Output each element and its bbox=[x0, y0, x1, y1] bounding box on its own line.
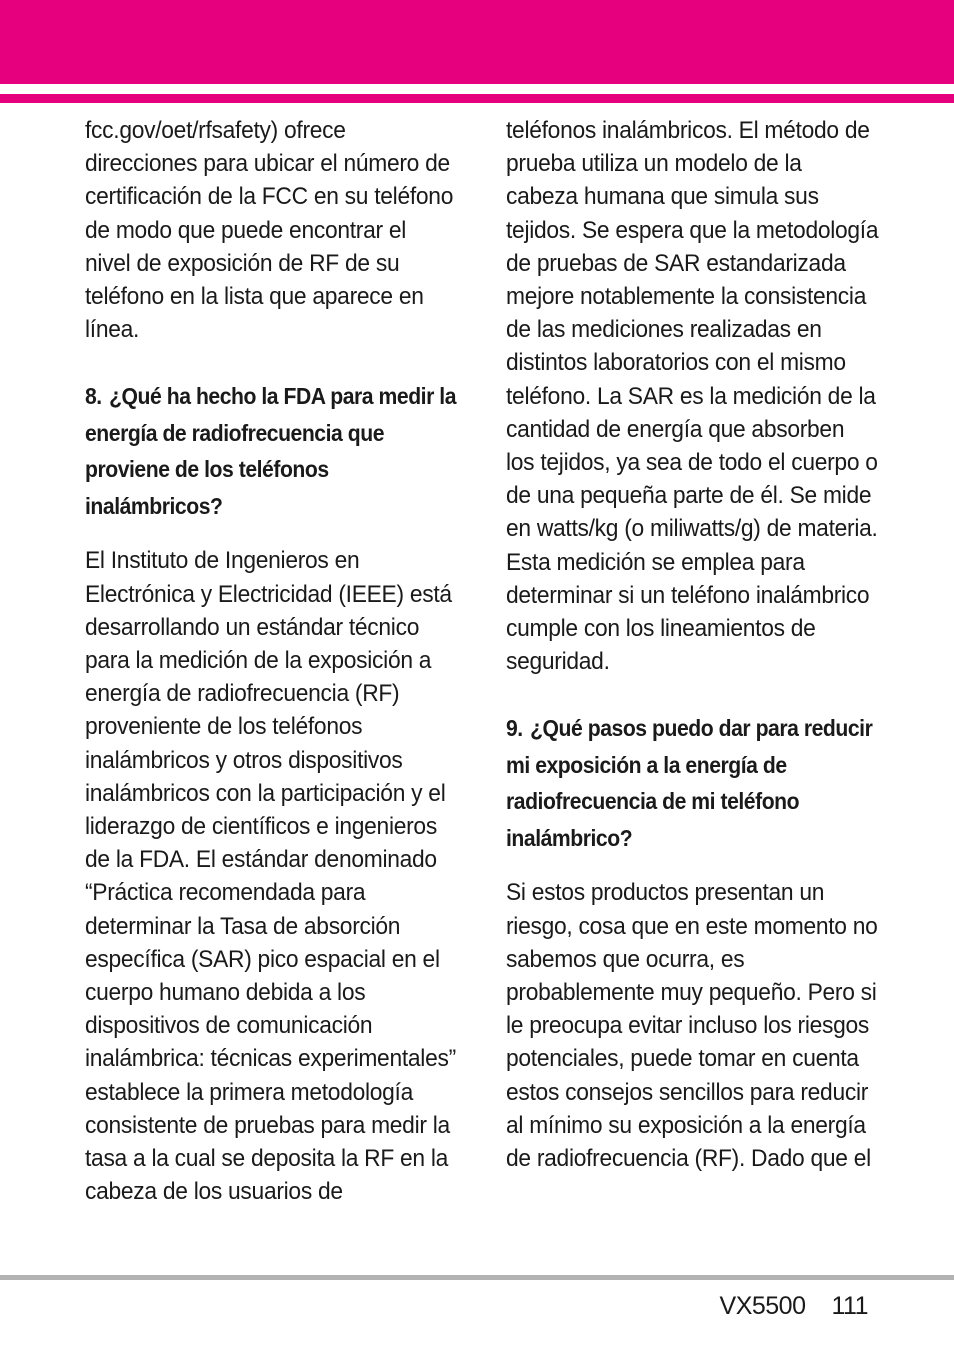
model-name: VX5500 bbox=[719, 1292, 806, 1320]
question-9-answer: Si estos productos presentan un riesgo, cosa que en este momento no sabemos que ocurra, es probablemente muy pequeño. Pero si le preocupa evitar incluso los riesgos potenciales, puede tomar en cuenta estos consejos sencillos para reducir al mínimo su exposición a la energía de radiofrecuencia (RF). Dado que el bbox=[506, 879, 878, 1173]
question-9-heading bbox=[506, 710, 883, 856]
question-8-heading bbox=[85, 378, 462, 524]
question-8-text: ¿Qué ha hecho la FDA para medir la energía de radiofrecuencia que proviene de los teléfonos inalámbricos? bbox=[85, 383, 457, 519]
page-footer bbox=[720, 1292, 868, 1321]
footer-rule bbox=[0, 1275, 954, 1280]
right-column bbox=[506, 114, 878, 1175]
question-8-number: 8. bbox=[85, 383, 102, 410]
question-8-answer: El Instituto de Ingenieros en Electrónica y Electricidad (IEEE) está desarrollando un estándar técnico para la medición de la exposición a energía de radiofrecuencia (RF) proveniente de los teléfonos inalámbricos y otros dispositivos inalámbricos con la participación y el liderazgo de científicos e ingenieros de la FDA. El estándar denominado “Práctica recomendada para determinar la Tasa de absorción específica (SAR) pico espacial en el cuerpo humano debida a los dispositivos de comunicación inalámbrica: técnicas experimentales” establece la primera metodología consistente de pruebas para medir la tasa a la cual se deposita la RF en la cabeza de los usuarios de bbox=[85, 547, 456, 1206]
intro-paragraph: fcc.gov/oet/rfsafety) ofrece direcciones para ubicar el número de certificación de la FCC en su teléfono de modo que puede encontrar el nivel de exposición de RF de su teléfono en la lista que aparece en línea. bbox=[85, 117, 454, 344]
page-number: 111 bbox=[831, 1292, 868, 1320]
header-rule bbox=[0, 94, 954, 103]
left-column bbox=[85, 114, 457, 1208]
question-9-number: 9. bbox=[506, 715, 523, 742]
question-9-text: ¿Qué pasos puedo dar para reducir mi exposición a la energía de radiofrecuencia de mi teléfono inalámbrico? bbox=[506, 715, 873, 851]
header-band bbox=[0, 0, 954, 84]
continuation-paragraph: teléfonos inalámbricos. El método de prueba utiliza un modelo de la cabeza humana que simula sus tejidos. Se espera que la metodología de pruebas de SAR estandarizada mejore notablemente la consistencia de las mediciones realizadas en distintos laboratorios con el mismo teléfono. La SAR es la medición de la cantidad de energía que absorben los tejidos, ya sea de todo el cuerpo o de una pequeña parte de él. Se mide en watts/kg (o miliwatts/g) de materia. Esta medición se emplea para determinar si un teléfono inalámbrico cumple con los lineamientos de seguridad. bbox=[506, 117, 879, 676]
